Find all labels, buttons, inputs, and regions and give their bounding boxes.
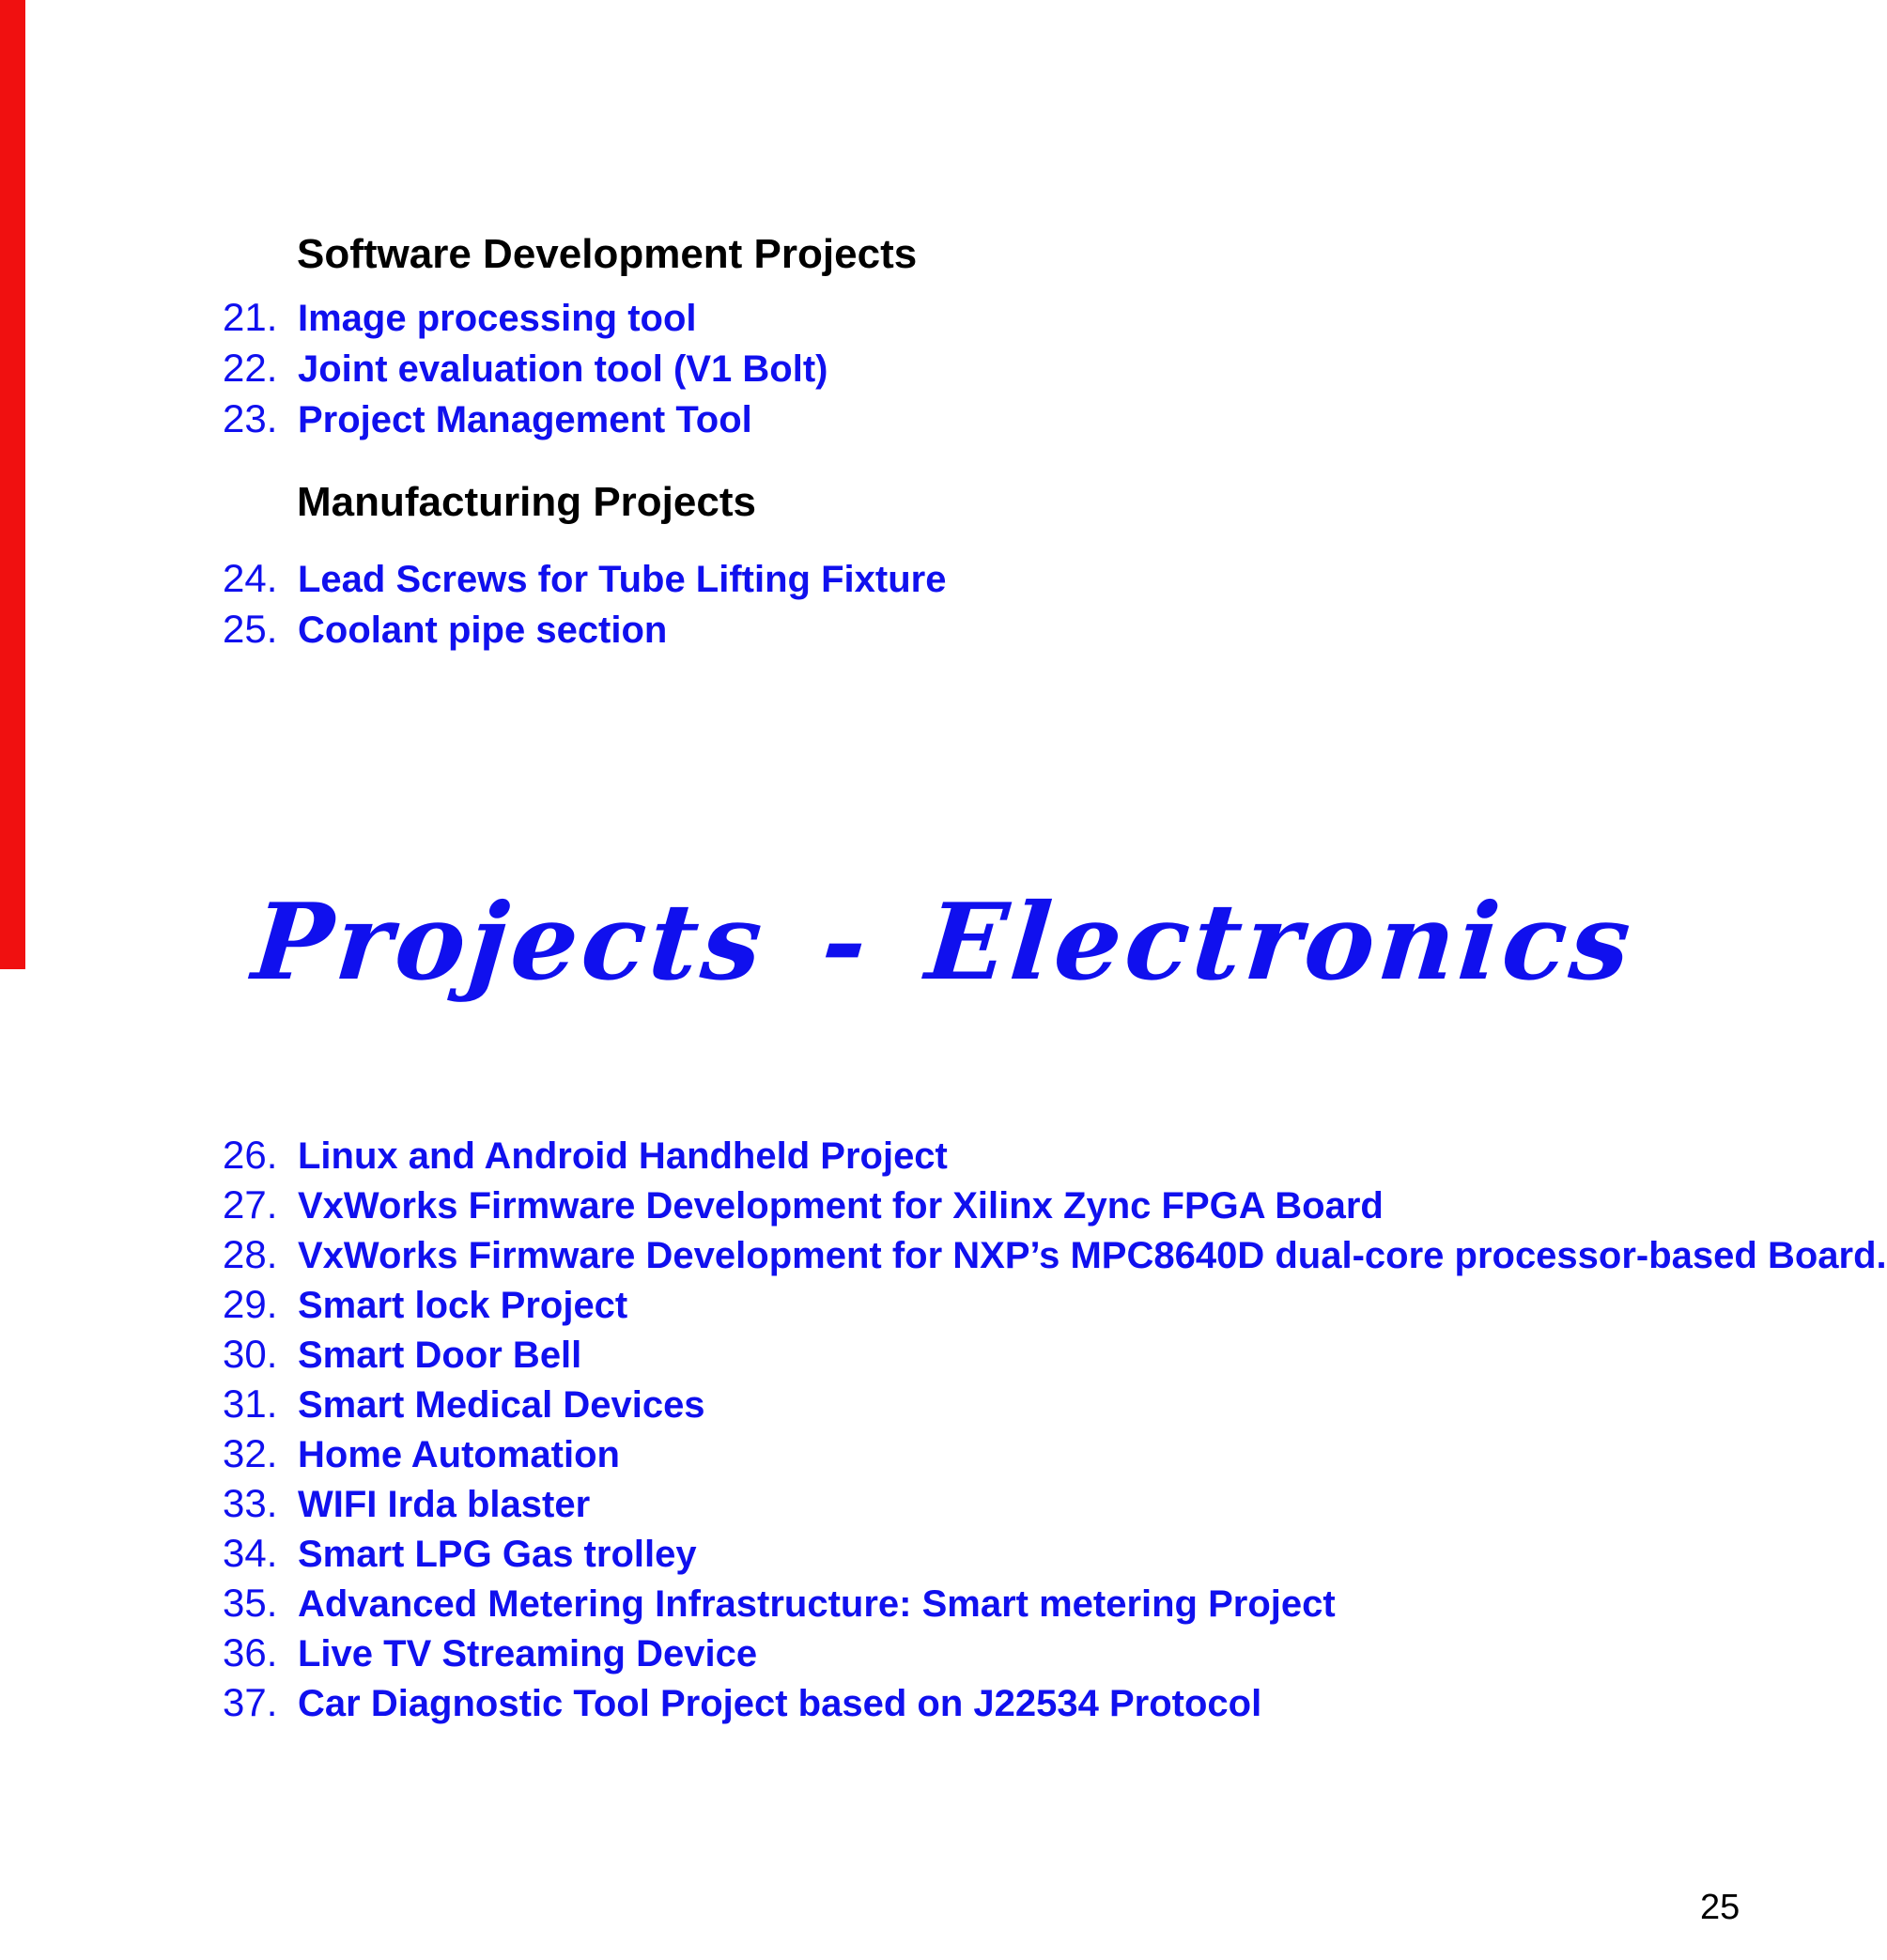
list-item-text: Smart lock Project (298, 1285, 628, 1326)
list-item-number: 33. (223, 1481, 278, 1525)
list-item-number: 24. (223, 556, 278, 600)
manufacturing-projects-list (223, 556, 946, 657)
section-heading-software-development-projects: Software Development Projects (297, 231, 918, 277)
list-item-number: 32. (223, 1431, 278, 1475)
list-item (223, 1531, 1887, 1581)
list-item-text: Advanced Metering Infrastructure: Smart metering Project (298, 1583, 1336, 1625)
list-item (223, 1282, 1887, 1332)
section-heading-manufacturing-projects: Manufacturing Projects (297, 479, 756, 525)
list-item-text: Car Diagnostic Tool Project based on J22534 Protocol (298, 1683, 1262, 1724)
list-item-number: 22. (223, 346, 278, 390)
list-item-text: Linux and Android Handheld Project (298, 1135, 948, 1177)
list-item (223, 1431, 1887, 1481)
list-item (223, 607, 946, 657)
list-item (223, 295, 827, 346)
list-item (223, 1133, 1887, 1182)
list-item (223, 1581, 1887, 1630)
list-item-text: Smart LPG Gas trolley (298, 1534, 697, 1575)
list-item (223, 1232, 1887, 1282)
list-item-text: Smart Medical Devices (298, 1384, 705, 1426)
list-item-number: 28. (223, 1232, 278, 1276)
software-projects-list (223, 295, 827, 447)
list-item (223, 396, 827, 447)
electronics-projects-list (223, 1133, 1887, 1730)
list-item (223, 556, 946, 607)
list-item-number: 23. (223, 396, 278, 440)
list-item-number: 36. (223, 1630, 278, 1674)
left-margin-red-bar (0, 0, 25, 969)
page-number: 25 (1700, 1888, 1740, 1927)
list-item-text: WIFI Irda blaster (298, 1484, 591, 1525)
list-item-text: Home Automation (298, 1434, 620, 1475)
list-item-number: 34. (223, 1531, 278, 1575)
list-item (223, 1182, 1887, 1232)
list-item (223, 346, 827, 396)
list-item (223, 1381, 1887, 1431)
list-item-number: 27. (223, 1182, 278, 1227)
list-item-text: Joint evaluation tool (V1 Bolt) (298, 348, 828, 390)
list-item-number: 31. (223, 1381, 278, 1426)
list-item-text: Lead Screws for Tube Lifting Fixture (298, 559, 947, 600)
list-item (223, 1332, 1887, 1381)
list-item (223, 1481, 1887, 1531)
electronics-script-title: Projects - Electronics (248, 881, 1639, 1004)
list-item-text: Coolant pipe section (298, 610, 668, 651)
list-item-text: Project Management Tool (298, 399, 752, 440)
list-item-number: 30. (223, 1332, 278, 1376)
list-item-text: VxWorks Firmware Development for Xilinx Zync FPGA Board (298, 1185, 1384, 1227)
list-item-text: Live TV Streaming Device (298, 1633, 758, 1674)
list-item-number: 37. (223, 1680, 278, 1724)
list-item-number: 26. (223, 1133, 278, 1177)
list-item-number: 35. (223, 1581, 278, 1625)
list-item (223, 1630, 1887, 1680)
list-item-number: 21. (223, 295, 278, 339)
list-item-text: Image processing tool (298, 298, 697, 339)
list-item-text: VxWorks Firmware Development for NXP’s MPC8640D dual-core processor-based Board. (298, 1235, 1887, 1276)
list-item (223, 1680, 1887, 1730)
list-item-number: 25. (223, 607, 278, 651)
list-item-text: Smart Door Bell (298, 1335, 582, 1376)
list-item-number: 29. (223, 1282, 278, 1326)
